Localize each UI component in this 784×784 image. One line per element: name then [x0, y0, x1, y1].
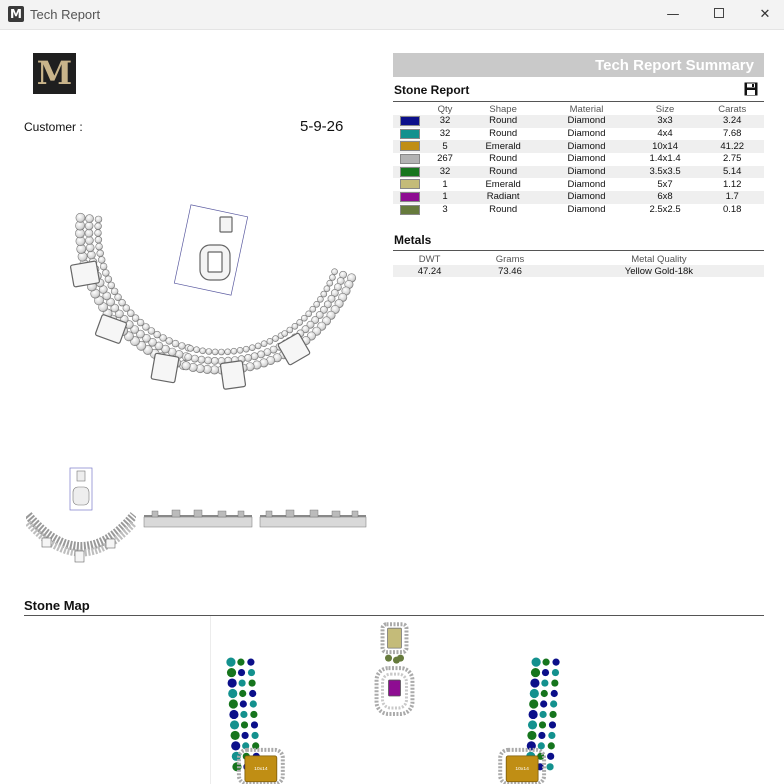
carats-cell: 3.24: [700, 115, 764, 128]
stone-map-title: Stone Map: [24, 598, 90, 613]
summary-header: Tech Report Summary: [393, 53, 764, 77]
stone-color-cell: [393, 178, 427, 191]
stone-color-cell: [393, 115, 427, 128]
size-cell: 6x8: [630, 191, 701, 204]
stone-table-row: [393, 140, 764, 153]
stone-table-row: [393, 204, 764, 217]
material-cell: Diamond: [543, 140, 629, 153]
shape-cell: Round: [489, 153, 518, 165]
metal-quality-value: Yellow Gold-18k: [554, 265, 764, 277]
qty-cell: 32: [427, 166, 463, 179]
stone-color-cell: [393, 204, 427, 217]
metals-table-header: [393, 253, 764, 265]
stone-table-row: [393, 153, 764, 166]
metals-divider: [393, 250, 764, 251]
metals-row: [393, 265, 764, 277]
size-cell: 10x14: [630, 140, 701, 153]
stone-table-header: [393, 104, 764, 115]
stone-color-cell: [393, 191, 427, 204]
qty-cell: 32: [439, 128, 451, 140]
stone-color-swatch: [400, 116, 420, 126]
metals-table: [393, 253, 764, 277]
material-column-header: Material: [569, 104, 604, 115]
stone-color-swatch: [400, 205, 420, 215]
grams-column-header: Grams: [495, 253, 525, 265]
stone-table-row: [393, 115, 764, 128]
stone-color-cell: [393, 166, 427, 179]
dwt-column-header: DWT: [418, 253, 441, 265]
window-title: Tech Report: [30, 7, 101, 22]
carats-cell: 7.68: [722, 128, 742, 140]
qty-cell: 3: [442, 204, 448, 216]
size-cell: 3.5x3.5: [630, 166, 701, 179]
maximize-icon: [714, 8, 724, 18]
side-view-thumbnail: [142, 463, 254, 573]
front-view-thumbnail: [26, 463, 136, 573]
customer-label: Customer :: [24, 120, 83, 134]
stone-color-swatch: [400, 141, 420, 151]
carats-cell: 2.75: [722, 153, 742, 165]
qty-column-header: Qty: [437, 104, 453, 115]
stone-table-row: [393, 128, 764, 141]
shape-cell: Round: [489, 128, 518, 140]
carats-column-header: Carats: [718, 104, 747, 115]
carats-cell: 5.14: [700, 166, 764, 179]
title-bar: [0, 0, 784, 30]
emerald-label-left: 10x14: [254, 765, 268, 772]
material-cell: Diamond: [543, 115, 629, 128]
shape-cell: Emerald: [463, 140, 543, 153]
top-view-thumbnail: [258, 463, 368, 573]
size-cell: 4x4: [657, 128, 673, 140]
metals-title: Metals: [394, 233, 432, 247]
carats-cell: 1.7: [700, 191, 764, 204]
material-cell: Diamond: [567, 128, 606, 140]
qty-cell: 5: [427, 140, 463, 153]
shape-cell: Emerald: [485, 178, 521, 190]
stone-color-cell: [393, 153, 427, 166]
stone-table-row: [393, 191, 764, 204]
shape-cell: Radiant: [463, 191, 543, 204]
stone-color-swatch: [400, 179, 420, 189]
material-cell: Diamond: [567, 178, 606, 190]
size-column-header: Size: [655, 104, 675, 115]
shape-cell: Round: [489, 204, 518, 216]
stone-color-swatch: [400, 192, 420, 202]
size-cell: 2.5x2.5: [649, 204, 681, 216]
qty-cell: 267: [437, 153, 453, 165]
qty-cell: 1: [442, 178, 448, 190]
stone-color-swatch: [400, 129, 420, 139]
stone-map-diagram: [210, 616, 576, 784]
shape-cell: Round: [463, 166, 543, 179]
shape-cell: Round: [463, 115, 543, 128]
carats-cell: 41.22: [700, 140, 764, 153]
stone-report-title: Stone Report: [394, 83, 470, 97]
material-cell: Diamond: [543, 191, 629, 204]
stone-map-pendant: [377, 624, 413, 714]
grams-value: 73.46: [466, 265, 554, 277]
stone-color-cell: [393, 128, 427, 141]
stone-report-divider: [393, 101, 764, 102]
app-logo-icon: M: [8, 6, 24, 22]
carats-cell: 1.12: [722, 178, 742, 190]
size-cell: 1.4x1.4: [649, 153, 681, 165]
shape-column-header: Shape: [489, 104, 517, 115]
stone-table-row: [393, 178, 764, 191]
stone-report-table: [393, 104, 764, 217]
material-cell: Diamond: [567, 153, 606, 165]
size-cell: 5x7: [657, 178, 673, 190]
save-icon[interactable]: [744, 82, 758, 96]
close-button[interactable]: ✕: [759, 7, 771, 22]
carats-cell: 0.18: [722, 204, 742, 216]
necklace-render-image: [60, 190, 360, 420]
material-cell: Diamond: [543, 166, 629, 179]
qty-cell: 1: [427, 191, 463, 204]
stone-color-cell: [393, 140, 427, 153]
size-cell: 3x3: [630, 115, 701, 128]
material-cell: Diamond: [567, 204, 606, 216]
company-logo: M: [33, 53, 76, 94]
metal-quality-column-header: Metal Quality: [631, 253, 687, 265]
swatch-column-header: [393, 104, 427, 115]
stone-color-swatch: [400, 167, 420, 177]
report-date: 5-9-26: [300, 118, 344, 135]
stone-table-row: [393, 166, 764, 179]
stone-color-swatch: [400, 154, 420, 164]
dwt-value: 47.24: [393, 265, 466, 277]
emerald-label-right: 10x14: [515, 765, 529, 772]
minimize-button[interactable]: —: [666, 7, 680, 22]
maximize-button[interactable]: [696, 0, 742, 30]
qty-cell: 32: [427, 115, 463, 128]
